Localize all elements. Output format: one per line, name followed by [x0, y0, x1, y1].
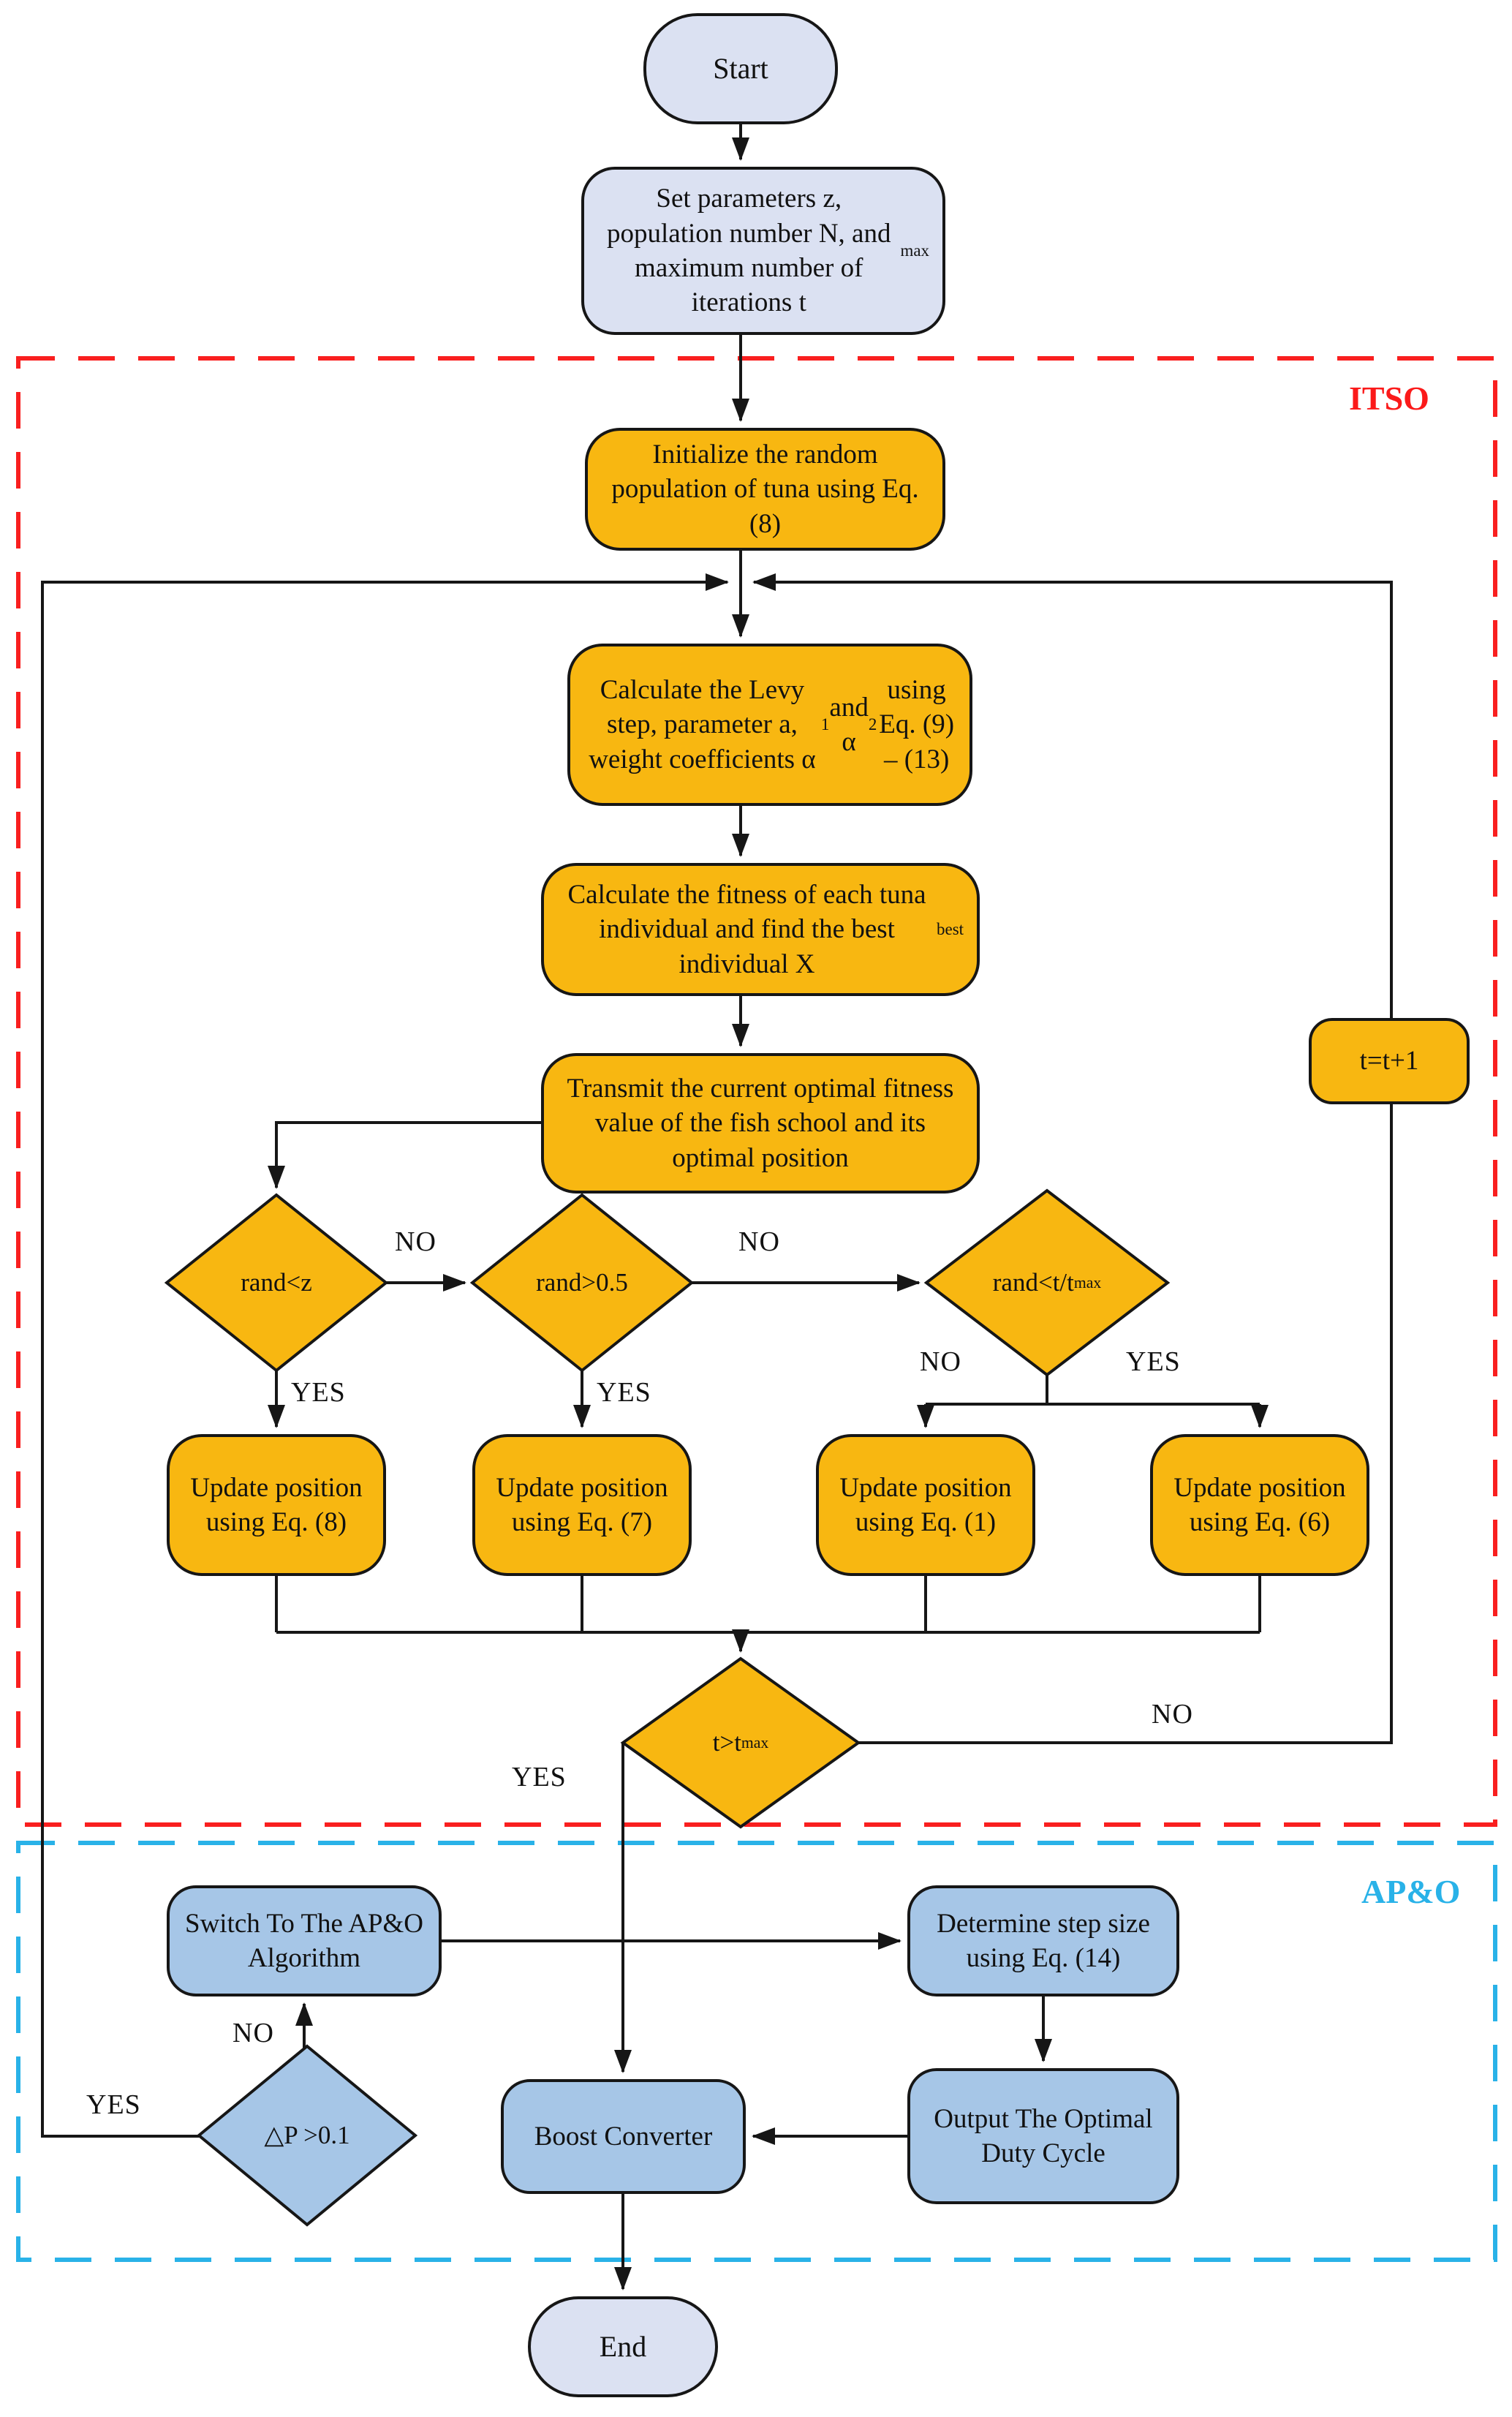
start-terminal: Start — [643, 13, 838, 124]
update-position-eq6-step: Update position using Eq. (6) — [1150, 1434, 1369, 1576]
apo-region-title: AP&O — [1361, 1873, 1461, 1910]
calculate-fitness-step: Calculate the fitness of each tuna individual and find the best individual X best — [541, 863, 980, 996]
determine-step-size-step: Determine step size using Eq. (14) — [907, 1885, 1179, 1996]
initialize-population-step: Initialize the random population of tuna using Eq. (8) — [585, 428, 945, 551]
end-terminal: End — [528, 2296, 718, 2397]
arrow-transmit-to-rand-z — [276, 1123, 541, 1188]
calculate-levy-step: Calculate the Levy step, parameter a, weight coefficients α 1 and α 2 using Eq. (9) – (13) — [567, 644, 972, 806]
boost-converter-step: Boost Converter — [501, 2079, 746, 2194]
diamond-rand-t-label: rand<t/t max — [992, 1268, 1102, 1297]
diamond-rand-z-label: rand<z — [241, 1268, 312, 1297]
update-position-eq7-step: Update position using Eq. (7) — [472, 1434, 692, 1576]
edge-label-no-tmax: NO — [1152, 1699, 1193, 1730]
update-position-eq1-step: Update position using Eq. (1) — [816, 1434, 1035, 1576]
update-position-eq8-step: Update position using Eq. (8) — [167, 1434, 386, 1576]
switch-apo-step: Switch To The AP&O Algorithm — [167, 1885, 442, 1996]
diamond-delta-p-label: △P >0.1 — [264, 2121, 350, 2149]
transmit-optimal-step: Transmit the current optimal fitness value of the fish school and its optimal position — [541, 1053, 980, 1194]
itso-region-title: ITSO — [1349, 380, 1429, 417]
edge-label-no-rand05: NO — [738, 1226, 780, 1257]
edge-label-yes-tmax: YES — [512, 1762, 567, 1792]
edge-label-yes-dp: YES — [86, 2089, 141, 2120]
edge-label-yes-randt: YES — [1126, 1346, 1181, 1377]
diamond-t-tmax-label: t>t max — [712, 1728, 769, 1757]
diamond-rand-05-label: rand>0.5 — [536, 1268, 628, 1297]
edge-label-no-dp: NO — [233, 2018, 274, 2048]
output-duty-cycle-step: Output The Optimal Duty Cycle — [907, 2068, 1179, 2204]
edge-label-yes-rand05: YES — [597, 1377, 651, 1408]
set-parameters-step: Set parameters z, population number N, and maximum number of iterations t max — [581, 167, 945, 335]
edge-label-no-randt: NO — [920, 1346, 961, 1377]
edge-label-no-randz: NO — [395, 1226, 436, 1257]
t-increment-step: t=t+1 — [1309, 1018, 1470, 1104]
edge-label-yes-randz: YES — [291, 1377, 346, 1408]
